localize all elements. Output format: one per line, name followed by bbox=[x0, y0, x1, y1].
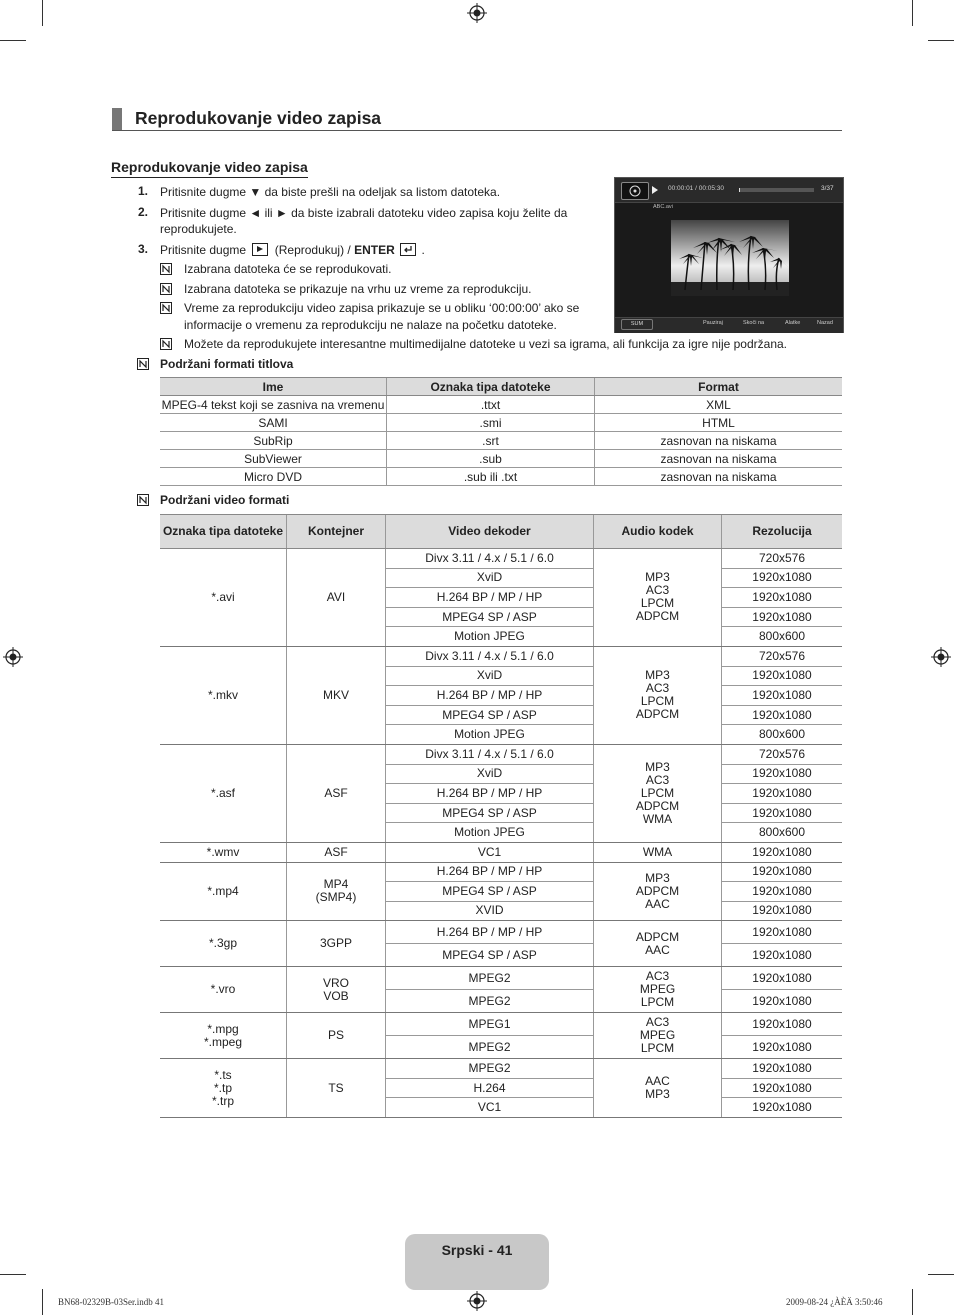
resolution-cell: 1920x1080 bbox=[722, 1098, 843, 1118]
table-row bbox=[160, 1013, 842, 1036]
crop-mark bbox=[912, 0, 913, 26]
resolution-cell: 1920x1080 bbox=[722, 784, 843, 804]
subtitles-heading: Podržani formati titlova bbox=[160, 357, 294, 371]
file-extension-cell: *.3gp bbox=[160, 921, 287, 967]
note-text: Možete da reprodukujete interesantne multimedijalne datoteke u vezi sa igrama, ali funkcija za igre nije podržana. bbox=[184, 337, 788, 351]
file-extension-cell: *.mkv bbox=[160, 646, 287, 744]
audio-codec-cell: AAC MP3 bbox=[594, 1059, 722, 1118]
video-formats-heading: Podržani video formati bbox=[160, 493, 290, 507]
container-cell: ASF bbox=[287, 842, 386, 862]
enter-key-icon bbox=[400, 243, 416, 256]
crop-mark bbox=[42, 0, 43, 26]
table-cell: .srt bbox=[387, 432, 595, 450]
table-cell: zasnovan na niskama bbox=[595, 450, 843, 468]
table-cell: .smi bbox=[387, 414, 595, 432]
resolution-cell: 1920x1080 bbox=[722, 764, 843, 784]
resolution-cell: 1920x1080 bbox=[722, 921, 843, 944]
table-cell: zasnovan na niskama bbox=[595, 432, 843, 450]
crop-mark bbox=[928, 40, 954, 41]
video-decoder-cell: H.264 BP / MP / HP bbox=[386, 588, 594, 608]
video-decoder-cell: Divx 3.11 / 4.x / 5.1 / 6.0 bbox=[386, 549, 594, 569]
crop-mark bbox=[928, 1274, 954, 1275]
column-header: Audio kodek bbox=[594, 515, 722, 549]
registration-mark-icon bbox=[3, 647, 23, 667]
video-decoder-cell: VC1 bbox=[386, 842, 594, 862]
video-decoder-cell: VC1 bbox=[386, 1098, 594, 1118]
step-number: 3. bbox=[138, 242, 149, 256]
page-number: Srpski - 41 bbox=[441, 1242, 513, 1258]
video-decoder-cell: H.264 bbox=[386, 1078, 594, 1098]
player-time: 00:00:01 / 00:05:30 bbox=[668, 185, 725, 192]
note-text: Vreme za reprodukciju video zapisa prikazuje se u obliku ‘00:00:00’ ako se bbox=[184, 301, 580, 315]
resolution-cell: 1920x1080 bbox=[722, 1059, 843, 1079]
registration-mark-icon bbox=[467, 1291, 487, 1311]
audio-codec-cell: AC3 MPEG LPCM bbox=[594, 967, 722, 1013]
container-cell: TS bbox=[287, 1059, 386, 1118]
container-cell: AVI bbox=[287, 549, 386, 647]
resolution-cell: 1920x1080 bbox=[722, 568, 843, 588]
video-decoder-cell: MPEG4 SP / ASP bbox=[386, 705, 594, 725]
file-extension-cell: *.avi bbox=[160, 549, 287, 647]
step-text bbox=[160, 242, 425, 258]
file-extension-cell: *.vro bbox=[160, 967, 287, 1013]
step-text-part: . bbox=[421, 243, 425, 257]
video-decoder-cell: XVID bbox=[386, 901, 594, 921]
audio-codec-cell: MP3 AC3 LPCM ADPCM WMA bbox=[594, 744, 722, 842]
resolution-cell: 720x576 bbox=[722, 549, 843, 569]
file-extension-cell: *.mpg *.mpeg bbox=[160, 1013, 287, 1059]
video-decoder-cell: Motion JPEG bbox=[386, 725, 594, 745]
back-hint: Nazad bbox=[817, 320, 833, 326]
audio-codec-cell: MP3 AC3 LPCM ADPCM bbox=[594, 549, 722, 647]
video-thumbnail-image bbox=[671, 220, 789, 296]
resolution-cell: 1920x1080 bbox=[722, 842, 843, 862]
resolution-cell: 720x576 bbox=[722, 744, 843, 764]
video-decoder-cell: XviD bbox=[386, 666, 594, 686]
resolution-cell: 1920x1080 bbox=[722, 882, 843, 902]
registration-mark-icon bbox=[931, 647, 951, 667]
resolution-cell: 1920x1080 bbox=[722, 803, 843, 823]
table-cell: .ttxt bbox=[387, 396, 595, 414]
table-row bbox=[160, 396, 842, 414]
resolution-cell: 1920x1080 bbox=[722, 1078, 843, 1098]
player-filename: ABC.avi bbox=[653, 204, 673, 210]
file-extension-cell: *.asf bbox=[160, 744, 287, 842]
enter-label: ENTER bbox=[354, 243, 395, 257]
table-row bbox=[160, 967, 842, 990]
table-cell: .sub bbox=[387, 450, 595, 468]
note-icon bbox=[137, 494, 149, 506]
table-cell: HTML bbox=[595, 414, 843, 432]
video-decoder-cell: XviD bbox=[386, 568, 594, 588]
video-decoder-cell: H.264 BP / MP / HP bbox=[386, 921, 594, 944]
registration-mark-icon bbox=[467, 3, 487, 23]
pause-hint: Pauziraj bbox=[703, 320, 723, 326]
player-track-count: 3/37 bbox=[821, 185, 834, 192]
resolution-cell: 1920x1080 bbox=[722, 666, 843, 686]
video-decoder-cell: MPEG2 bbox=[386, 967, 594, 990]
resolution-cell: 1920x1080 bbox=[722, 862, 843, 882]
player-progress-fill bbox=[739, 188, 740, 192]
step-number: 1. bbox=[138, 184, 149, 198]
column-header: Oznaka tipa datoteke bbox=[387, 378, 595, 396]
section-title: Reprodukovanje video zapisa bbox=[111, 159, 308, 178]
step-number: 2. bbox=[138, 205, 149, 219]
step-text-part: Pritisnite dugme bbox=[160, 243, 247, 257]
video-decoder-cell: MPEG2 bbox=[386, 990, 594, 1013]
video-formats-table bbox=[160, 514, 842, 1118]
note-text: Izabrana datoteka će se reprodukovati. bbox=[184, 262, 392, 276]
print-slug-left: BN68-02329B-03Ser.indb 41 bbox=[58, 1297, 165, 1307]
note-icon bbox=[160, 338, 172, 350]
video-decoder-cell: H.264 BP / MP / HP bbox=[386, 686, 594, 706]
resolution-cell: 1920x1080 bbox=[722, 588, 843, 608]
audio-codec-cell: WMA bbox=[594, 842, 722, 862]
resolution-cell: 800x600 bbox=[722, 823, 843, 843]
table-row bbox=[160, 1059, 842, 1079]
note-text: Izabrana datoteka se prikazuje na vrhu uz vreme za reprodukciju. bbox=[184, 282, 532, 296]
resolution-cell: 1920x1080 bbox=[722, 967, 843, 990]
crop-mark bbox=[0, 1274, 26, 1275]
table-cell: XML bbox=[595, 396, 843, 414]
table-row bbox=[160, 862, 842, 882]
video-decoder-cell: MPEG4 SP / ASP bbox=[386, 944, 594, 967]
resolution-cell: 1920x1080 bbox=[722, 686, 843, 706]
container-cell: ASF bbox=[287, 744, 386, 842]
resolution-cell: 1920x1080 bbox=[722, 944, 843, 967]
crop-mark bbox=[0, 40, 26, 41]
table-row bbox=[160, 646, 842, 666]
resolution-cell: 1920x1080 bbox=[722, 607, 843, 627]
video-decoder-cell: MPEG2 bbox=[386, 1036, 594, 1059]
note-icon bbox=[160, 283, 172, 295]
player-screenshot bbox=[614, 177, 844, 333]
step-text: reprodukujete. bbox=[160, 222, 237, 236]
play-button-icon bbox=[252, 243, 268, 256]
video-decoder-cell: H.264 BP / MP / HP bbox=[386, 784, 594, 804]
table-cell: .sub ili .txt bbox=[387, 468, 595, 486]
print-slug-right: 2009-08-24 ¿ÀÈÄ 3:50:46 bbox=[786, 1297, 883, 1307]
column-header: Rezolucija bbox=[722, 515, 843, 549]
video-decoder-cell: MPEG4 SP / ASP bbox=[386, 607, 594, 627]
table-cell: SubViewer bbox=[160, 450, 387, 468]
step-text-part: (Reprodukuj) / bbox=[274, 243, 355, 257]
column-header: Oznaka tipa datoteke bbox=[160, 515, 287, 549]
note-icon bbox=[137, 358, 149, 370]
video-decoder-cell: MPEG2 bbox=[386, 1059, 594, 1079]
table-cell: Micro DVD bbox=[160, 468, 387, 486]
resolution-cell: 1920x1080 bbox=[722, 1013, 843, 1036]
container-cell: MKV bbox=[287, 646, 386, 744]
resolution-cell: 1920x1080 bbox=[722, 705, 843, 725]
video-decoder-cell: MPEG1 bbox=[386, 1013, 594, 1036]
note-icon bbox=[160, 263, 172, 275]
container-cell: PS bbox=[287, 1013, 386, 1059]
table-cell: SAMI bbox=[160, 414, 387, 432]
video-decoder-cell: Divx 3.11 / 4.x / 5.1 / 6.0 bbox=[386, 646, 594, 666]
sum-button[interactable]: SUM bbox=[621, 319, 653, 330]
resolution-cell: 800x600 bbox=[722, 627, 843, 647]
table-row bbox=[160, 842, 842, 862]
subtitles-table bbox=[160, 377, 842, 486]
resolution-cell: 720x576 bbox=[722, 646, 843, 666]
play-icon bbox=[652, 186, 658, 194]
step-text: Pritisnite dugme ◄ ili ► da biste izabrali datoteku video zapisa koju želite da bbox=[160, 206, 568, 220]
step-text: Pritisnite dugme ▼ da biste prešli na odeljak sa listom datoteka. bbox=[160, 185, 501, 199]
container-cell: VRO VOB bbox=[287, 967, 386, 1013]
container-cell: MP4 (SMP4) bbox=[287, 862, 386, 921]
note-text: informacije o vremenu za reprodukciju ne nalaze na početku datoteke. bbox=[184, 318, 557, 332]
table-row bbox=[160, 468, 842, 486]
video-decoder-cell: Divx 3.11 / 4.x / 5.1 / 6.0 bbox=[386, 744, 594, 764]
player-progress-track bbox=[739, 188, 814, 192]
column-header: Format bbox=[595, 378, 843, 396]
table-cell: zasnovan na niskama bbox=[595, 468, 843, 486]
resolution-cell: 1920x1080 bbox=[722, 990, 843, 1013]
table-cell: SubRip bbox=[160, 432, 387, 450]
video-decoder-cell: Motion JPEG bbox=[386, 627, 594, 647]
video-decoder-cell: MPEG4 SP / ASP bbox=[386, 803, 594, 823]
video-decoder-cell: H.264 BP / MP / HP bbox=[386, 862, 594, 882]
heading-underline bbox=[112, 130, 842, 131]
container-cell: 3GPP bbox=[287, 921, 386, 967]
audio-codec-cell: AC3 MPEG LPCM bbox=[594, 1013, 722, 1059]
video-decoder-cell: MPEG4 SP / ASP bbox=[386, 882, 594, 902]
resolution-cell: 1920x1080 bbox=[722, 901, 843, 921]
table-row bbox=[160, 744, 842, 764]
table-row bbox=[160, 450, 842, 468]
column-header: Video dekoder bbox=[386, 515, 594, 549]
table-cell: MPEG-4 tekst koji se zasniva na vremenu bbox=[160, 396, 387, 414]
table-row bbox=[160, 414, 842, 432]
crop-mark bbox=[912, 1289, 913, 1315]
file-extension-cell: *.mp4 bbox=[160, 862, 287, 921]
column-header: Ime bbox=[160, 378, 387, 396]
video-category-icon bbox=[621, 182, 649, 200]
resolution-cell: 1920x1080 bbox=[722, 1036, 843, 1059]
file-extension-cell: *.wmv bbox=[160, 842, 287, 862]
tools-hint: Alatke bbox=[785, 320, 801, 326]
video-decoder-cell: XviD bbox=[386, 764, 594, 784]
skip-hint: Skoči na bbox=[743, 320, 765, 326]
table-row bbox=[160, 921, 842, 944]
table-row bbox=[160, 549, 842, 569]
file-extension-cell: *.ts *.tp *.trp bbox=[160, 1059, 287, 1118]
column-header: Kontejner bbox=[287, 515, 386, 549]
crop-mark bbox=[42, 1289, 43, 1315]
note-icon bbox=[160, 302, 172, 314]
audio-codec-cell: MP3 ADPCM AAC bbox=[594, 862, 722, 921]
audio-codec-cell: ADPCM AAC bbox=[594, 921, 722, 967]
heading-marker bbox=[112, 108, 122, 130]
table-row bbox=[160, 432, 842, 450]
page-title: Reprodukovanje video zapisa bbox=[135, 108, 382, 128]
resolution-cell: 800x600 bbox=[722, 725, 843, 745]
audio-codec-cell: MP3 AC3 LPCM ADPCM bbox=[594, 646, 722, 744]
video-decoder-cell: Motion JPEG bbox=[386, 823, 594, 843]
